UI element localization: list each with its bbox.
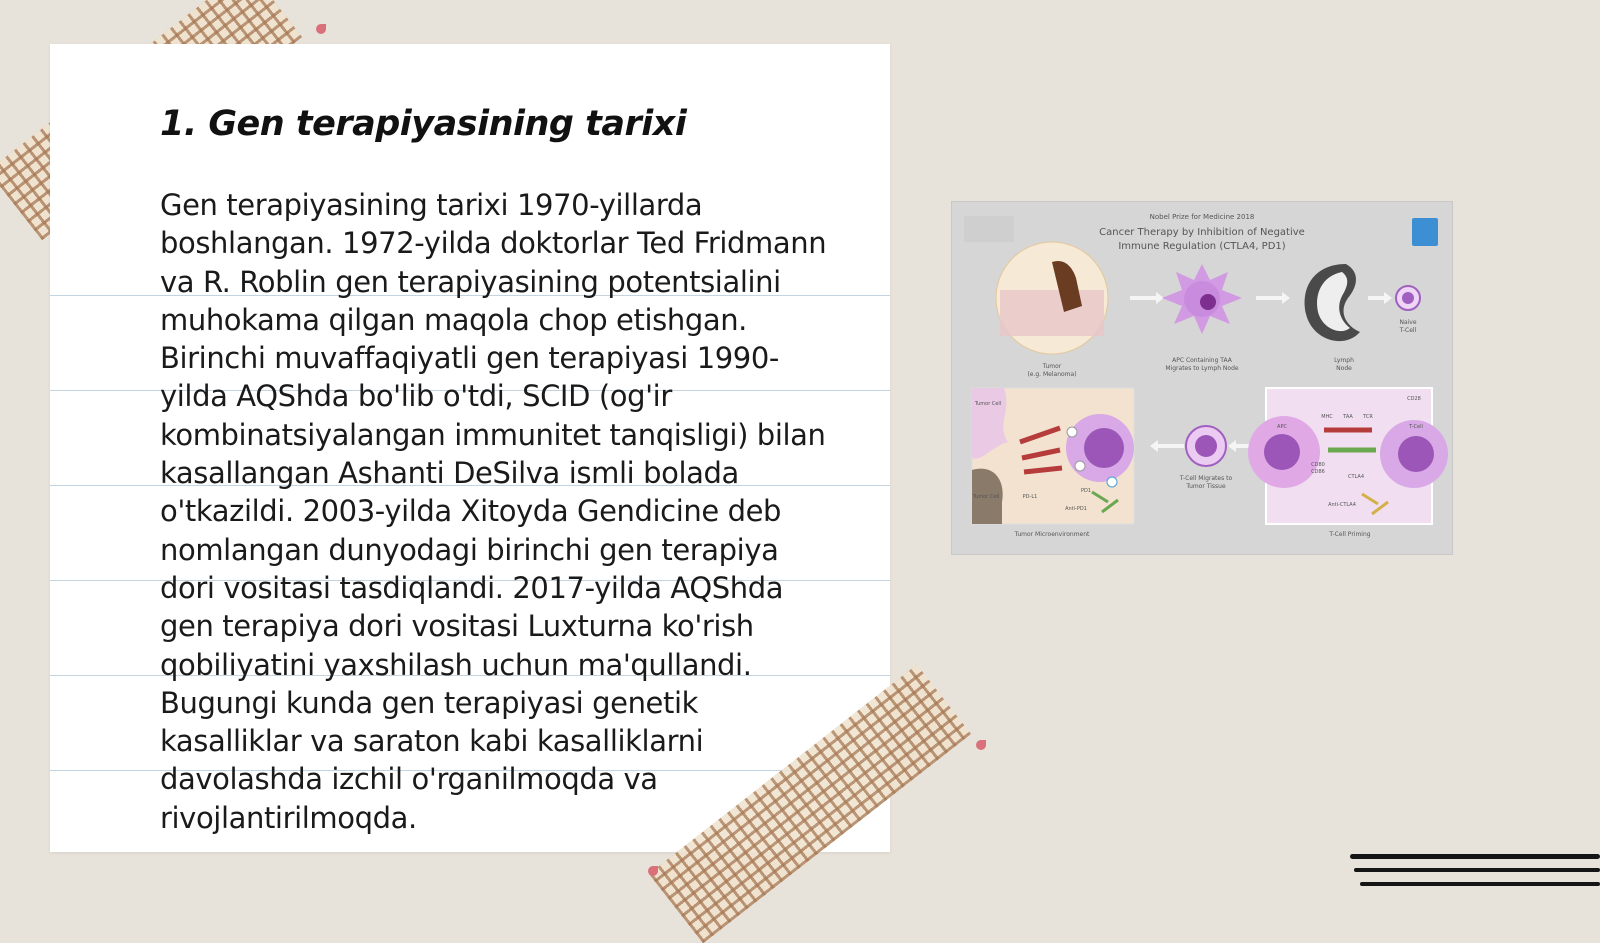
naive-tcell-nucleus: [1402, 292, 1414, 304]
tape-tip-bottom-left: [648, 866, 658, 876]
tcell-priming-nucleus: [1398, 436, 1434, 472]
arrowhead: [1228, 440, 1236, 452]
label-taa: TAA: [1343, 414, 1353, 420]
label-tcr: TCR: [1363, 414, 1373, 420]
label-cd28: CD28: [1407, 396, 1421, 402]
slide-body-text: Gen terapiyasining tarixi 1970-yillarda boshlangan. 1972-yilda doktorlar Ted Fridmann va R. Roblin gen terapiyasining potentsialini muhokama qilgan maqola chop etishgan. Birinchi muvaffaqiyatli gen terapiyasi 1990-yilda AQShda bo'lib o'tdi, SCID (og'ir kombinatsiyalangan immunitet tanqisligi) bilan kasallangan Ashanti DeSilva ismli bolada o'tkazildi. 2003-yilda Xitoyda Gendicine deb nomlangan dunyodagi birinchi gen terapiya dori vositasi tasdiqlandi. 2017-yilda AQShda gen terapiya dori vositasi Luxturna ko'rish qobiliyatini yaxshilash uchun ma'qullandi. Bugungi kunda gen terapiyasi genetik kasalliklar va saraton kabi kasalliklarni davolashda izchil o'rganilmoqda va rivojlantirilmoqda.: [160, 188, 827, 835]
lymph-node-icon: [1305, 264, 1360, 341]
label-microenvironment: Tumor Microenvironment: [1014, 531, 1090, 538]
immunotherapy-diagram: [952, 202, 1452, 554]
arrowhead: [1384, 292, 1392, 304]
label-tumor-cell-1: Tumor Cell: [974, 401, 1002, 407]
tape-tip-top: [316, 24, 326, 34]
apc-cell-icon: [1162, 264, 1242, 334]
label-tumor-sub: (e.g. Melanoma): [1027, 371, 1077, 378]
label-cd86: CD86: [1311, 469, 1325, 475]
label-tcell: T-Cell: [1409, 424, 1423, 430]
brush-stroke-decoration: [1350, 854, 1600, 859]
label-apc-short: APC: [1277, 424, 1287, 430]
tcell-large-nucleus: [1084, 428, 1124, 468]
inhibition-sign-icon: [1067, 427, 1077, 437]
figure-title-line2: Immune Regulation (CTLA4, PD1): [1118, 241, 1286, 252]
label-lymph: Lymph: [1334, 357, 1354, 364]
label-ctla4: CTLA4: [1347, 474, 1365, 480]
skin-layer: [1000, 290, 1104, 336]
figure-supertitle: Nobel Prize for Medicine 2018: [1149, 213, 1255, 221]
label-tumor-cell-2: Tumor Cell: [972, 494, 1000, 500]
figure-legend-box: [964, 216, 1014, 242]
tape-tip-bottom-right: [976, 740, 986, 750]
immunotherapy-diagram-image: [951, 201, 1453, 555]
label-pdl1: PD-L1: [1022, 494, 1038, 500]
arrowhead: [1282, 292, 1290, 304]
inhibition-sign-icon: [1075, 461, 1085, 471]
figure-title-line1: Cancer Therapy by Inhibition of Negative: [1099, 227, 1305, 238]
label-lymph-sub: Node: [1336, 365, 1352, 372]
label-migrate: T-Cell Migrates to: [1179, 475, 1233, 482]
migrating-tcell-nucleus: [1195, 435, 1217, 457]
label-anti-pdl1: Anti-PD1: [1065, 506, 1087, 512]
label-mhc: MHC: [1321, 414, 1333, 420]
label-tumor: Tumor: [1042, 363, 1062, 370]
label-cd80: CD80: [1311, 462, 1325, 468]
label-apc: APC Containing TAA: [1172, 357, 1232, 364]
label-pd1: PD1: [1080, 488, 1092, 494]
arrowhead: [1150, 440, 1158, 452]
apc-large-nucleus: [1264, 434, 1300, 470]
label-migrate-sub: Tumor Tissue: [1186, 483, 1226, 490]
brush-stroke-decoration: [1360, 882, 1600, 886]
slide-title: 1. Gen terapiyasining tarixi: [160, 104, 687, 144]
label-priming: T-Cell Priming: [1329, 531, 1371, 538]
label-naive-sub: T-Cell: [1399, 327, 1417, 334]
label-naive: Naive: [1399, 319, 1417, 326]
brush-stroke-decoration: [1354, 868, 1600, 872]
figure-logo: [1412, 218, 1438, 246]
label-anti-ctla4: Anti-CTLA4: [1328, 502, 1356, 508]
label-apc-sub: Migrates to Lymph Node: [1165, 365, 1239, 372]
activation-sign-icon: [1107, 477, 1117, 487]
